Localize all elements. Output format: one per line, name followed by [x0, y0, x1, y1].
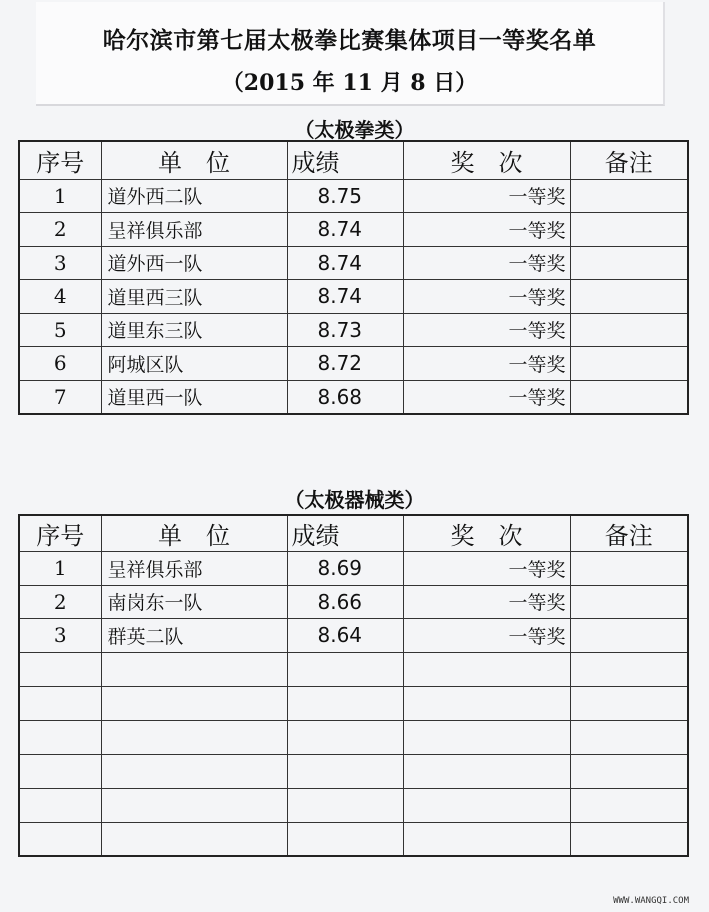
cell-seq: 7 [19, 380, 101, 414]
cell-unit [101, 720, 287, 754]
cell-score [287, 686, 403, 720]
cell-unit: 呈祥俱乐部 [101, 213, 287, 247]
header-seq: 序号 [19, 515, 101, 552]
cell-seq [19, 720, 101, 754]
cell-seq [19, 788, 101, 822]
cell-note [570, 213, 688, 247]
cell-score: 8.74 [287, 280, 403, 314]
results-table-taiji-weapons [18, 514, 689, 857]
table-header-row [19, 141, 688, 179]
cell-unit: 阿城区队 [101, 347, 287, 381]
cell-score [287, 652, 403, 686]
cell-seq [19, 754, 101, 788]
header-unit: 单 位 [101, 141, 287, 179]
cell-award: 一等奖 [403, 585, 570, 619]
table-row [19, 246, 688, 280]
cell-score [287, 720, 403, 754]
cell-award: 一等奖 [403, 619, 570, 653]
cell-score [287, 788, 403, 822]
table-row [19, 619, 688, 653]
cell-award: 一等奖 [403, 380, 570, 414]
cell-seq: 5 [19, 313, 101, 347]
results-table-taiji-quan [18, 140, 689, 415]
cell-award: 一等奖 [403, 246, 570, 280]
cell-unit: 南岗东一队 [101, 585, 287, 619]
table-row [19, 652, 688, 686]
cell-unit [101, 754, 287, 788]
cell-note [570, 280, 688, 314]
table-row [19, 313, 688, 347]
table-row [19, 280, 688, 314]
cell-award: 一等奖 [403, 347, 570, 381]
cell-award [403, 686, 570, 720]
cell-unit: 道外西二队 [101, 179, 287, 213]
cell-seq: 1 [19, 552, 101, 586]
cell-score: 8.72 [287, 347, 403, 381]
cell-score: 8.74 [287, 213, 403, 247]
table-row [19, 213, 688, 247]
cell-score [287, 822, 403, 856]
cell-unit: 道里西一队 [101, 380, 287, 414]
header-award: 奖 次 [403, 515, 570, 552]
cell-note [570, 585, 688, 619]
cell-note [570, 179, 688, 213]
cell-unit [101, 822, 287, 856]
cell-award [403, 720, 570, 754]
cell-unit: 呈祥俱乐部 [101, 552, 287, 586]
cell-award [403, 822, 570, 856]
table-row [19, 788, 688, 822]
table-row [19, 585, 688, 619]
cell-note [570, 552, 688, 586]
table-header-row [19, 515, 688, 552]
section-title-taiji-quan: （太极拳类） [294, 118, 415, 142]
cell-score: 8.68 [287, 380, 403, 414]
header-score: 成绩 [287, 515, 403, 552]
cell-seq: 3 [19, 246, 101, 280]
cell-seq: 3 [19, 619, 101, 653]
header-award: 奖 次 [403, 141, 570, 179]
cell-unit: 道外西一队 [101, 246, 287, 280]
cell-score [287, 754, 403, 788]
cell-seq [19, 652, 101, 686]
cell-note [570, 788, 688, 822]
cell-score: 8.66 [287, 585, 403, 619]
table-row [19, 754, 688, 788]
cell-award: 一等奖 [403, 179, 570, 213]
table-row [19, 720, 688, 754]
header-seq: 序号 [19, 141, 101, 179]
section-title-taiji-weapons: （太极器械类） [284, 488, 425, 512]
cell-score: 8.75 [287, 179, 403, 213]
cell-unit [101, 652, 287, 686]
document-title: 哈尔滨市第七届太极拳比赛集体项目一等奖名单 [102, 28, 597, 54]
cell-unit [101, 686, 287, 720]
cell-note [570, 652, 688, 686]
title-box [36, 2, 665, 106]
cell-note [570, 313, 688, 347]
cell-score: 8.73 [287, 313, 403, 347]
cell-seq: 2 [19, 585, 101, 619]
cell-note [570, 720, 688, 754]
cell-note [570, 822, 688, 856]
cell-score: 8.64 [287, 619, 403, 653]
cell-unit: 道里东三队 [101, 313, 287, 347]
cell-award: 一等奖 [403, 552, 570, 586]
table-row [19, 179, 688, 213]
table-row [19, 347, 688, 381]
cell-seq: 1 [19, 179, 101, 213]
cell-seq [19, 822, 101, 856]
cell-note [570, 380, 688, 414]
document-date: （2015 年 11 月 8 日） [221, 70, 478, 96]
cell-note [570, 619, 688, 653]
table-row [19, 380, 688, 414]
site-watermark: WWW.WANGQI.COM [613, 896, 689, 906]
cell-note [570, 686, 688, 720]
header-unit: 单 位 [101, 515, 287, 552]
cell-unit: 群英二队 [101, 619, 287, 653]
cell-award: 一等奖 [403, 280, 570, 314]
cell-award [403, 754, 570, 788]
cell-score: 8.69 [287, 552, 403, 586]
cell-unit [101, 788, 287, 822]
cell-seq [19, 686, 101, 720]
cell-seq: 2 [19, 213, 101, 247]
table-row [19, 552, 688, 586]
cell-note [570, 246, 688, 280]
cell-seq: 4 [19, 280, 101, 314]
cell-award [403, 788, 570, 822]
table-row [19, 686, 688, 720]
header-note: 备注 [570, 141, 688, 179]
table-row [19, 822, 688, 856]
header-note: 备注 [570, 515, 688, 552]
cell-award: 一等奖 [403, 213, 570, 247]
cell-note [570, 347, 688, 381]
cell-unit: 道里西三队 [101, 280, 287, 314]
cell-award: 一等奖 [403, 313, 570, 347]
cell-seq: 6 [19, 347, 101, 381]
header-score: 成绩 [287, 141, 403, 179]
cell-note [570, 754, 688, 788]
cell-score: 8.74 [287, 246, 403, 280]
cell-award [403, 652, 570, 686]
